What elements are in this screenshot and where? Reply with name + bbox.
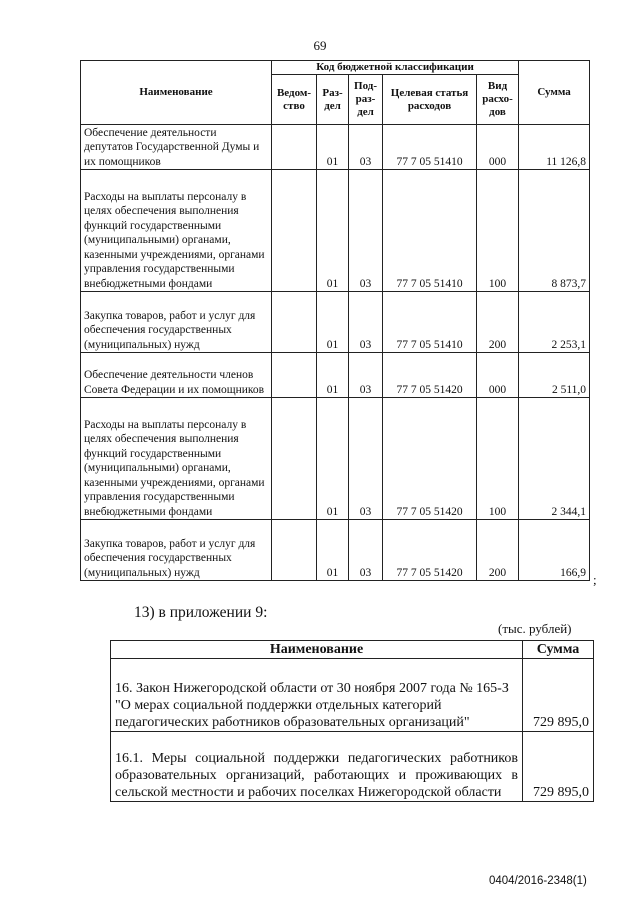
row-target: 77 7 05 51410: [383, 125, 477, 170]
document-code: 0404/2016-2348(1): [489, 875, 587, 887]
row-target: 77 7 05 51410: [383, 292, 477, 353]
row-sum: 2 253,1: [519, 292, 590, 353]
row-name: Обеспечение деятельности членов Совета Федерации и их помощников: [81, 353, 272, 398]
row-section: 01: [317, 353, 349, 398]
row-type: 100: [477, 398, 519, 520]
row-dept: [272, 398, 317, 520]
row-dept: [272, 170, 317, 292]
table-row: [81, 398, 590, 520]
table-row: [111, 732, 594, 802]
row-type: 200: [477, 292, 519, 353]
row-dept: [272, 353, 317, 398]
row-target: 77 7 05 51410: [383, 170, 477, 292]
appendix-header-name: Наименование: [111, 641, 523, 659]
table-row: [111, 659, 594, 732]
header-section: Раз-дел: [317, 75, 349, 125]
row-target: 77 7 05 51420: [383, 398, 477, 520]
row-sum: 2 344,1: [519, 398, 590, 520]
appendix-table: [110, 640, 594, 802]
row-name: Обеспечение деятельности депутатов Государственной Думы и их помощников: [81, 125, 272, 170]
row-name: Закупка товаров, работ и услуг для обеспечения государственных (муниципальных) нужд: [81, 292, 272, 353]
header-sum: Сумма: [519, 61, 590, 125]
row-type: 100: [477, 170, 519, 292]
row-subsection: 03: [349, 125, 383, 170]
row-name: Расходы на выплаты персоналу в целях обеспечения выполнения функций государственными (муниципальными) органами, казенными учреждениями, органами управления государственными внебюджетными фондами: [81, 398, 272, 520]
appendix-heading: 13) в приложении 9:: [134, 604, 268, 621]
row-section: 01: [317, 520, 349, 581]
row-dept: [272, 125, 317, 170]
row-subsection: 03: [349, 170, 383, 292]
row-sum: 2 511,0: [519, 353, 590, 398]
table-row: [81, 292, 590, 353]
row-type: 000: [477, 353, 519, 398]
row-dept: [272, 520, 317, 581]
row-type: 200: [477, 520, 519, 581]
trailing-semicolon: ;: [593, 572, 597, 587]
row-section: 01: [317, 292, 349, 353]
header-classification-code: Код бюджетной классификации: [272, 61, 519, 75]
row-sum: 8 873,7: [519, 170, 590, 292]
row-name: Расходы на выплаты персоналу в целях обеспечения выполнения функций государственными (муниципальными) органами, казенными учреждениями, органами управления государственными внебюджетными фондами: [81, 170, 272, 292]
row-type: 000: [477, 125, 519, 170]
row-target: 77 7 05 51420: [383, 353, 477, 398]
header-subsection: Под-раз-дел: [349, 75, 383, 125]
row-sum: 11 126,8: [519, 125, 590, 170]
row-dept: [272, 292, 317, 353]
row-target: 77 7 05 51420: [383, 520, 477, 581]
row-subsection: 03: [349, 353, 383, 398]
row-subsection: 03: [349, 520, 383, 581]
page-number: 69: [313, 38, 327, 53]
row-sum: 166,9: [519, 520, 590, 581]
appendix-row-name: 16.1. Меры социальной поддержки педагогических работников образовательных организаций, работающих и проживающих в сельской местности и рабочих поселках Нижегородской области: [111, 732, 523, 802]
header-expense-type: Вид расхо-дов: [477, 75, 519, 125]
row-subsection: 03: [349, 398, 383, 520]
row-name: Закупка товаров, работ и услуг для обеспечения государственных (муниципальных) нужд: [81, 520, 272, 581]
header-dept: Ведом-ство: [272, 75, 317, 125]
header-target-article: Целевая статья расходов: [383, 75, 477, 125]
unit-note: (тыс. рублей): [498, 621, 572, 636]
table-row: [81, 170, 590, 292]
appendix-header-sum: Сумма: [523, 641, 594, 659]
header-name: Наименование: [81, 61, 272, 125]
row-section: 01: [317, 398, 349, 520]
table-row: [81, 125, 590, 170]
row-section: 01: [317, 125, 349, 170]
table-row: [81, 520, 590, 581]
appendix-row-sum: 729 895,0: [523, 732, 594, 802]
row-section: 01: [317, 170, 349, 292]
row-subsection: 03: [349, 292, 383, 353]
appendix-row-name: 16. Закон Нижегородской области от 30 ноября 2007 года № 165-З "О мерах социальной поддержки отдельных категорий педагогических работников образовательных организаций": [111, 659, 523, 732]
budget-classification-table: [80, 60, 590, 581]
appendix-row-sum: 729 895,0: [523, 659, 594, 732]
table-row: [81, 353, 590, 398]
